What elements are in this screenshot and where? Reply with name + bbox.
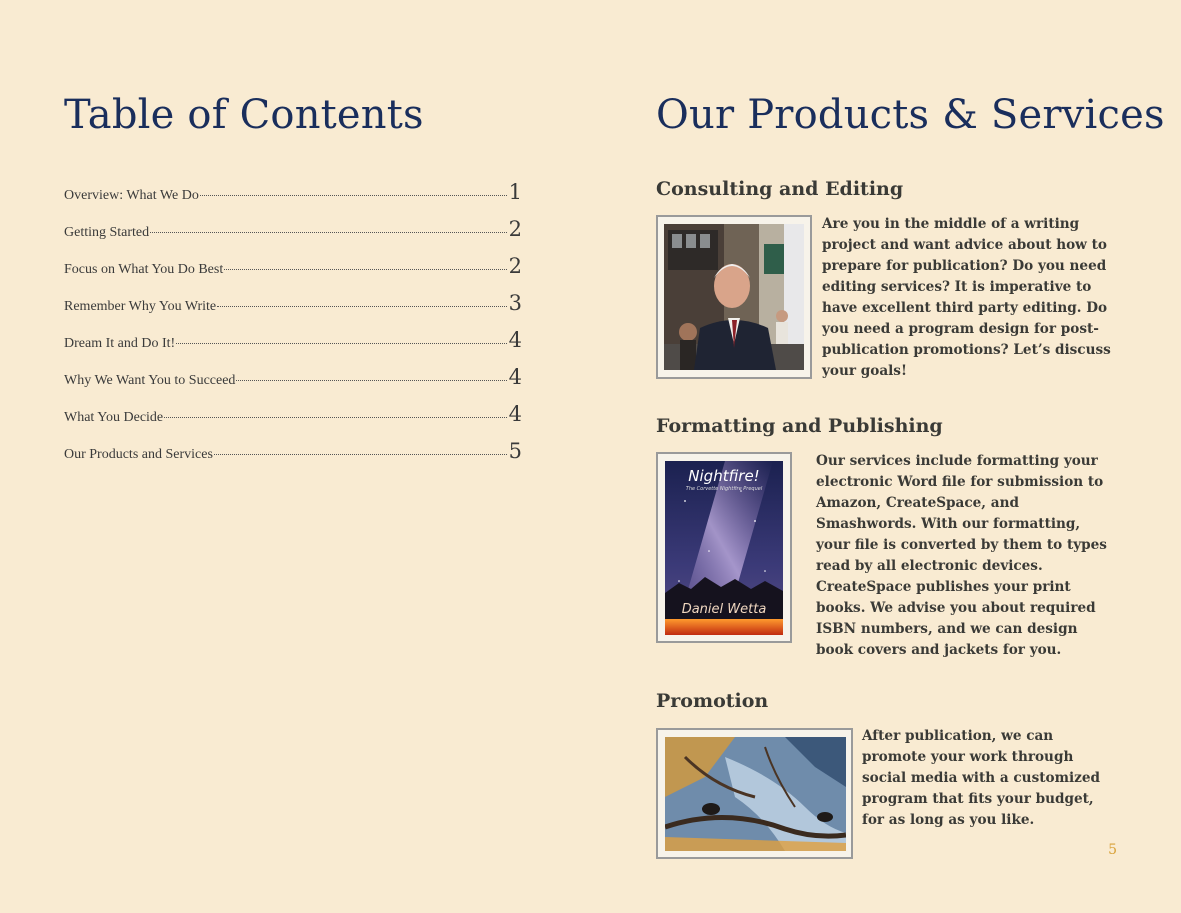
toc-leader bbox=[176, 343, 506, 344]
toc-leader bbox=[217, 306, 506, 307]
section-text-promotion: After publication, we can promote your work through social media with a customized program that fits your budget, for as long as you like. bbox=[862, 728, 1100, 828]
toc-entry-label: Our Products and Services bbox=[64, 447, 213, 462]
consultant-photo-frame bbox=[656, 215, 812, 379]
toc-entry-page: 5 bbox=[508, 439, 522, 463]
book-title-text: Nightfire! bbox=[688, 467, 760, 485]
section-text-consulting: Are you in the middle of a writing project and want advice about how to prepare for publication? Do you need editing services? It is imperative to have excellent third party editing. Do you need a program design for post-publication promotions? Let’s discuss your goals! bbox=[822, 216, 1111, 379]
toc-entry-label: Why We Want You to Succeed bbox=[64, 373, 236, 388]
section-heading-consulting: Consulting and Editing bbox=[656, 178, 904, 200]
toc-entry-label: Dream It and Do It! bbox=[64, 336, 176, 351]
book-cover-image bbox=[665, 461, 783, 635]
services-title: Our Products & Services bbox=[656, 92, 1165, 138]
toc-entry-page: 2 bbox=[508, 217, 522, 241]
toc-entry[interactable] bbox=[64, 439, 522, 476]
toc-leader bbox=[214, 454, 507, 455]
toc-entry-label: Overview: What We Do bbox=[64, 188, 199, 203]
toc-entry-label: What You Decide bbox=[64, 410, 164, 425]
toc-entry-label: Remember Why You Write bbox=[64, 299, 217, 314]
toc-entry-page: 4 bbox=[508, 328, 522, 352]
toc-entry[interactable] bbox=[64, 217, 522, 254]
toc-entry-page: 1 bbox=[508, 180, 522, 204]
promotion-art-frame bbox=[656, 728, 853, 859]
toc-leader bbox=[150, 232, 506, 233]
toc-entry-label: Getting Started bbox=[64, 225, 150, 240]
toc-entry[interactable] bbox=[64, 180, 522, 217]
consultant-photo bbox=[664, 224, 804, 370]
toc-entry-label: Focus on What You Do Best bbox=[64, 262, 224, 277]
left-page bbox=[0, 0, 590, 913]
toc-entry[interactable] bbox=[64, 291, 522, 328]
toc-leader bbox=[164, 417, 506, 418]
right-page bbox=[590, 0, 1181, 913]
toc-entry-page: 3 bbox=[508, 291, 522, 315]
section-heading-promotion: Promotion bbox=[656, 690, 769, 712]
toc-leader bbox=[224, 269, 506, 270]
promotion-painting bbox=[665, 737, 846, 851]
toc-title: Table of Contents bbox=[64, 92, 424, 138]
page-number: 5 bbox=[1108, 842, 1117, 858]
toc-entry[interactable] bbox=[64, 365, 522, 402]
toc-entry-page: 2 bbox=[508, 254, 522, 278]
toc-entry-page: 4 bbox=[508, 402, 522, 426]
book-cover-frame bbox=[656, 452, 792, 643]
book-author-text: Daniel Wetta bbox=[681, 602, 767, 617]
book-subtitle-text: The Corvette Nightfire Prequel bbox=[685, 486, 763, 492]
toc-leader bbox=[200, 195, 507, 196]
toc-list bbox=[64, 180, 522, 476]
toc-entry[interactable] bbox=[64, 328, 522, 365]
toc-entry-page: 4 bbox=[508, 365, 522, 389]
toc-entry[interactable] bbox=[64, 254, 522, 291]
section-heading-formatting: Formatting and Publishing bbox=[656, 415, 943, 437]
section-text-formatting: Our services include formatting your electronic Word file for submission to Amazon, CreateSpace, and Smashwords. With our formatting, your file is converted by them to types read by all electronic devices. CreateSpace publishes your print books. We advise you about required ISBN numbers, and we can design book covers and jackets for you. bbox=[816, 453, 1107, 658]
toc-entry[interactable] bbox=[64, 402, 522, 439]
toc-leader bbox=[236, 380, 506, 381]
